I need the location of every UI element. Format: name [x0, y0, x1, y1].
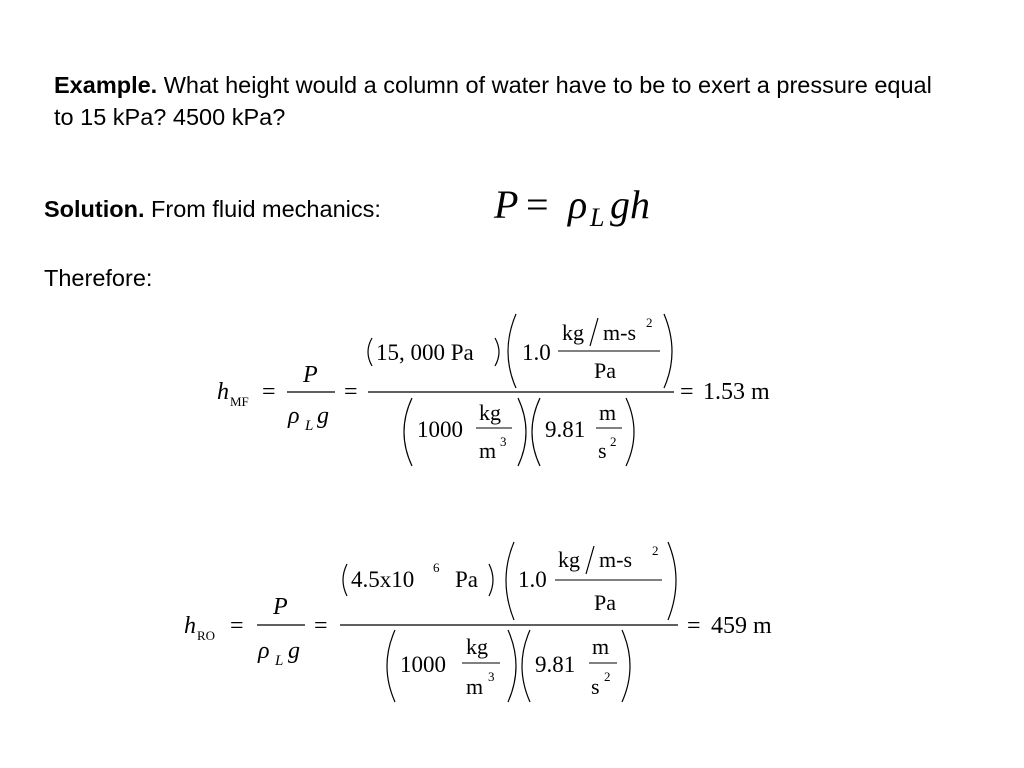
- main-equation: [490, 178, 690, 238]
- eq1-rho: ρ: [288, 403, 300, 429]
- example-paragraph: [54, 69, 954, 133]
- eq2-h: h: [184, 613, 196, 639]
- eq2-slash: [586, 546, 594, 574]
- eq1-g: g: [317, 403, 329, 429]
- eq1-slash: [590, 318, 598, 346]
- eq1-paren-right-2: [664, 314, 672, 388]
- eq1-h: h: [217, 379, 229, 405]
- eq2-rho-sub: L: [275, 653, 284, 669]
- eq2-paren-left-1: [343, 564, 347, 596]
- eq1-paren-right-4: [626, 398, 634, 466]
- equation-ro: [0, 530, 1024, 710]
- eq1-density-kg: kg: [479, 400, 501, 425]
- eq1-result: 1.53 m: [703, 379, 770, 405]
- eq1-conv-pa: Pa: [594, 358, 616, 383]
- eq2-gravity-m: m: [592, 634, 610, 659]
- eq2-rho: ρ: [258, 638, 270, 664]
- eq1-equals-2: =: [344, 379, 358, 405]
- solution-line: [44, 196, 381, 223]
- eq1-gravity-m: m: [599, 400, 617, 425]
- eq1-paren-left-1: [368, 338, 372, 366]
- eq-symbol-rho: ρ: [568, 182, 588, 227]
- eq2-conv-kg: kg: [558, 547, 580, 572]
- eq1-paren-left-4: [532, 398, 540, 466]
- eq2-pressure-base: 4.5x10: [351, 567, 415, 592]
- eq1-rho-sub: L: [305, 418, 314, 434]
- eq1-p: P: [303, 362, 318, 388]
- eq2-equals-3: =: [687, 613, 701, 639]
- eq-equals: =: [526, 182, 549, 227]
- solution-label: Solution.: [44, 196, 145, 222]
- eq1-paren-right-1: [495, 338, 499, 366]
- eq2-density-m: m: [466, 674, 484, 699]
- eq2-density-kg: kg: [466, 634, 488, 659]
- eq2-gravity: 9.81: [535, 652, 576, 677]
- eq1-equals-1: =: [262, 379, 276, 405]
- eq2-g: g: [288, 638, 300, 664]
- eq2-paren-left-4: [522, 630, 530, 702]
- equation-mf: [0, 300, 1024, 480]
- eq2-conv-ms: m-s: [599, 547, 632, 572]
- eq2-result: 459 m: [711, 613, 772, 639]
- eq1-gravity: 9.81: [545, 417, 586, 442]
- example-text: What height would a column of water have to be to exert a pressure equal to 15 kPa? 4500 kPa?: [54, 72, 932, 130]
- eq1-conv-coef: 1.0: [522, 340, 551, 365]
- eq2-pressure-unit: Pa: [455, 567, 478, 592]
- eq-symbol-p: P: [494, 182, 519, 227]
- eq2-gravity-exp: 2: [604, 669, 611, 684]
- eq2-equals-2: =: [314, 613, 328, 639]
- eq2-equals-1: =: [230, 613, 244, 639]
- eq2-conv-exp: 2: [652, 543, 659, 558]
- eq2-density: 1000: [400, 652, 446, 677]
- eq1-h-subscript: MF: [230, 394, 249, 409]
- eq2-paren-left-3: [387, 630, 395, 702]
- eq1-equals-3: =: [680, 379, 694, 405]
- eq1-density-exp: 3: [500, 434, 507, 449]
- eq2-paren-right-1: [489, 564, 493, 596]
- therefore-label: Therefore:: [44, 265, 153, 291]
- eq1-gravity-s: s: [598, 438, 607, 463]
- eq1-paren-right-3: [518, 398, 526, 466]
- eq1-paren-left-3: [404, 398, 412, 466]
- eq1-paren-left-2: [508, 314, 516, 388]
- eq1-conv-ms: m-s: [603, 320, 636, 345]
- solution-text: From fluid mechanics:: [151, 196, 381, 222]
- eq1-gravity-exp: 2: [610, 434, 617, 449]
- eq2-gravity-s: s: [591, 674, 600, 699]
- example-label: Example.: [54, 72, 158, 98]
- eq1-conv-exp: 2: [646, 315, 653, 330]
- eq1-density-m: m: [479, 438, 497, 463]
- eq1-pressure: 15, 000 Pa: [376, 340, 474, 365]
- eq1-conv-kg: kg: [562, 320, 584, 345]
- eq2-conv-pa: Pa: [594, 590, 616, 615]
- eq2-pressure-exp: 6: [433, 560, 440, 575]
- eq2-h-subscript: RO: [197, 628, 216, 643]
- eq2-paren-left-2: [506, 542, 514, 620]
- eq2-conv-coef: 1.0: [518, 567, 547, 592]
- eq2-density-exp: 3: [488, 669, 495, 684]
- eq-subscript-l: L: [590, 203, 605, 232]
- eq1-density: 1000: [417, 417, 463, 442]
- eq2-p: P: [273, 594, 288, 620]
- eq2-paren-right-4: [622, 630, 630, 702]
- eq2-paren-right-3: [508, 630, 516, 702]
- eq2-paren-right-2: [668, 542, 676, 620]
- eq-symbol-gh: gh: [610, 182, 650, 227]
